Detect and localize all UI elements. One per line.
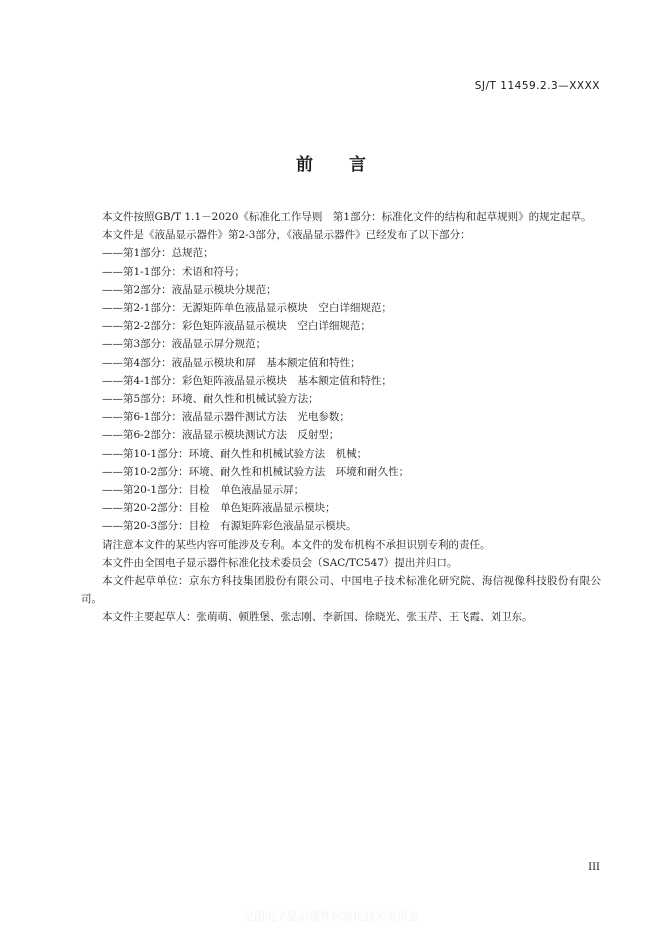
paragraph-committee: 本文件由全国电子显示器件标准化技术委员会（SAC/TC547）提出并归口。	[102, 556, 458, 569]
watermark: 全国电子显示器件标准化技术委员会	[243, 910, 419, 923]
list-item: ——第6-1部分：液晶显示器件测试方法 光电参数；	[102, 411, 350, 424]
list-item: ——第6-2部分：液晶显示模块测试方法 反射型；	[102, 429, 340, 442]
list-item: ——第4-1部分：彩色矩阵液晶显示模块 基本额定值和特性；	[102, 374, 392, 387]
paragraph-drafting-units: 本文件起草单位：京东方科技集团股份有限公司、中国电子技术标准化研究院、海信视像科技股份有限公司。	[81, 575, 601, 606]
paragraph-parts-intro: 本文件是《液晶显示器件》第2-3部分，《液晶显示器件》已经发布了以下部分：	[102, 229, 471, 242]
list-item: ——第2-1部分：无源矩阵单色液晶显示模块 空白详细规范；	[102, 302, 392, 315]
paragraph-patent-notice: 请注意本文件的某些内容可能涉及专利。本文件的发布机构不承担识别专利的责任。	[102, 538, 491, 551]
list-item: ——第10-2部分：环境、耐久性和机械试验方法 环境和耐久性；	[102, 465, 410, 478]
list-item: ——第20-1部分：目检 单色液晶显示屏；	[102, 484, 305, 497]
parts-list	[81, 244, 601, 535]
list-item: ——第3部分：液晶显示屏分规范；	[102, 338, 267, 351]
list-item: ——第10-1部分：环境、耐久性和机械试验方法 机械；	[102, 447, 368, 460]
list-item: ——第5部分：环境、耐久性和机械试验方法；	[102, 393, 319, 406]
document-code: SJ/T 11459.2.3—XXXX	[474, 80, 600, 92]
list-item: ——第2部分：液晶显示模块分规范；	[102, 283, 277, 296]
paragraph-drafters: 本文件主要起草人：张萌萌、顿胜堡、张志刚、李新国、徐晓光、张玉芹、王飞霞、刘卫东。	[102, 611, 533, 624]
foreword-body	[81, 208, 601, 627]
list-item: ——第20-2部分：目检 单色矩阵液晶显示模块；	[102, 502, 336, 515]
list-item: ——第1部分：总规范；	[102, 247, 214, 260]
list-item: ——第1-1部分：术语和符号；	[102, 265, 245, 278]
page-title: 前言	[296, 155, 402, 175]
list-item: ——第4部分：液晶显示模块和屏 基本额定值和特性；	[102, 356, 361, 369]
list-item: ——第20-3部分：目检 有源矩阵彩色液晶显示模块。	[102, 520, 357, 533]
list-item: ——第2-2部分：彩色矩阵液晶显示模块 空白详细规范；	[102, 320, 371, 333]
page-number: III	[588, 862, 600, 873]
paragraph-drafting-rules: 本文件按照GB/T 1.1－2020《标准化工作导则 第1部分：标准化文件的结构和起草规则》的规定起草。	[102, 211, 592, 223]
